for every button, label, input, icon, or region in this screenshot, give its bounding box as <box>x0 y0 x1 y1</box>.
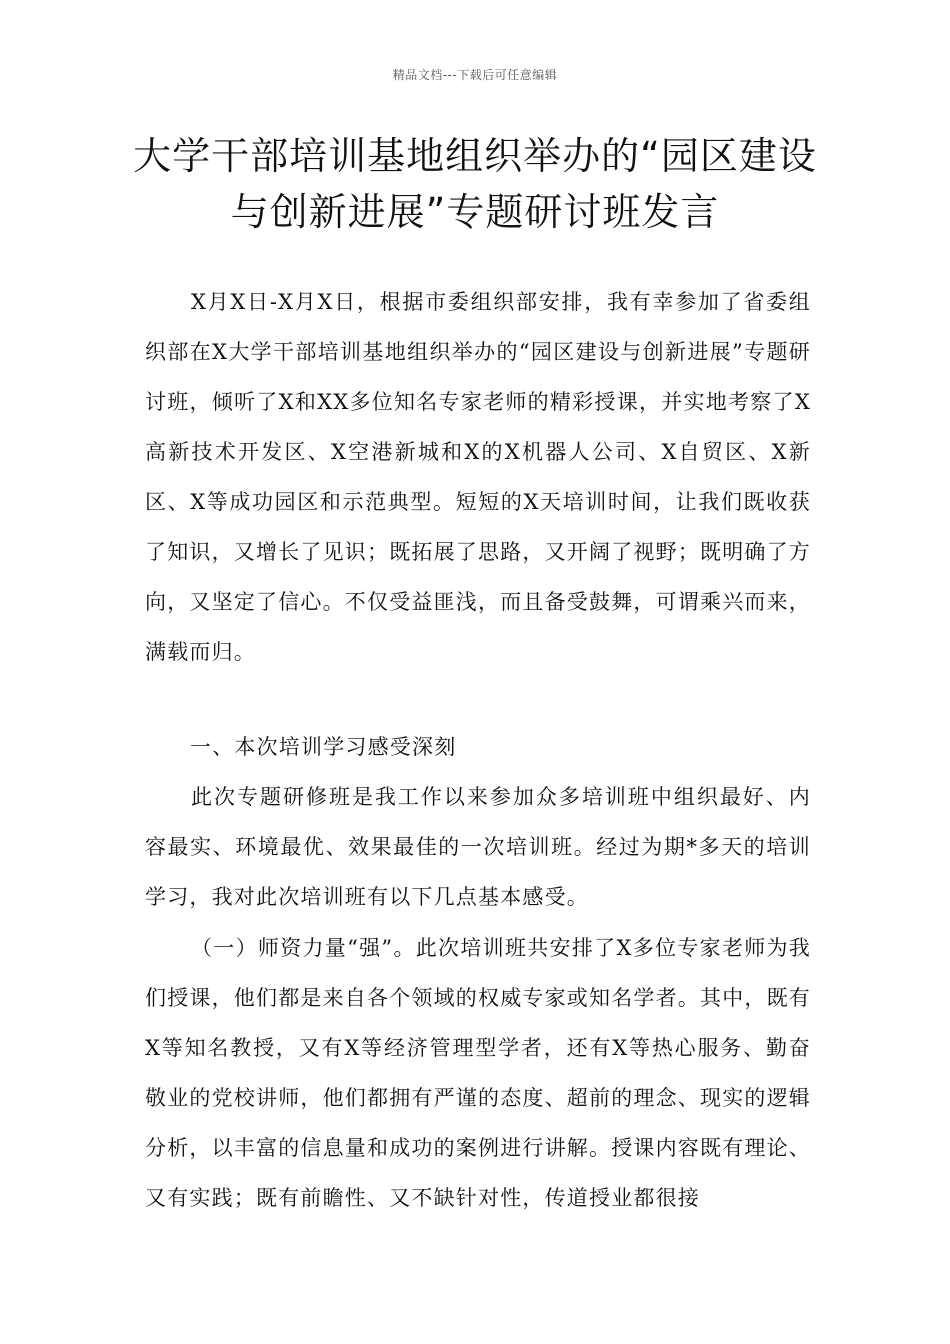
section-paragraph-2: （一）师资力量“强”。此次培训班共安排了X多位专家老师为我们授课，他们都是来自各个领域的权威专家或知名学者。其中，既有X等知名教授，又有X等经济管理型学者，还有X等热心服务、勤奋敬业的党校讲师，他们都拥有严谨的态度、超前的理念、现实的逻辑分析，以丰富的信息量和成功的案例进行讲解。授课内容既有理论、又有实践；既有前瞻性、又不缺针对性，传道授业都很接 <box>145 936 811 1210</box>
intro-paragraph: X月X日-X月X日，根据市委组织部安排，我有幸参加了省委组织部在X大学干部培训基地组织举办的“园区建设与创新进展”专题研讨班，倾听了X和XX多位知名专家老师的精彩授课，并实地考察了X高新技术开发区、X空港新城和X的X机器人公司、X自贸区、X新区、X等成功园区和示范典型。短短的X天培训时间，让我们既收获了知识，又增长了见识；既拓展了思路，又开阔了视野；既明确了方向，又坚定了信心。不仅受益匪浅，而且备受鼓舞，可谓乘兴而来，满载而归。 <box>145 290 811 664</box>
document-title: 大学干部培训基地组织举办的“园区建设与创新进展”专题研讨班发言 <box>133 134 817 234</box>
section-heading: 一、本次培训学习感受深刻 <box>190 735 457 759</box>
header-note: 精品文档---下载后可任意编辑 <box>392 68 558 82</box>
section-paragraph-1: 此次专题研修班是我工作以来参加众多培训班中组织最好、内容最实、环境最优、效果最佳的一次培训班。经过为期*多天的培训学习，我对此次培训班有以下几点基本感受。 <box>145 785 811 909</box>
